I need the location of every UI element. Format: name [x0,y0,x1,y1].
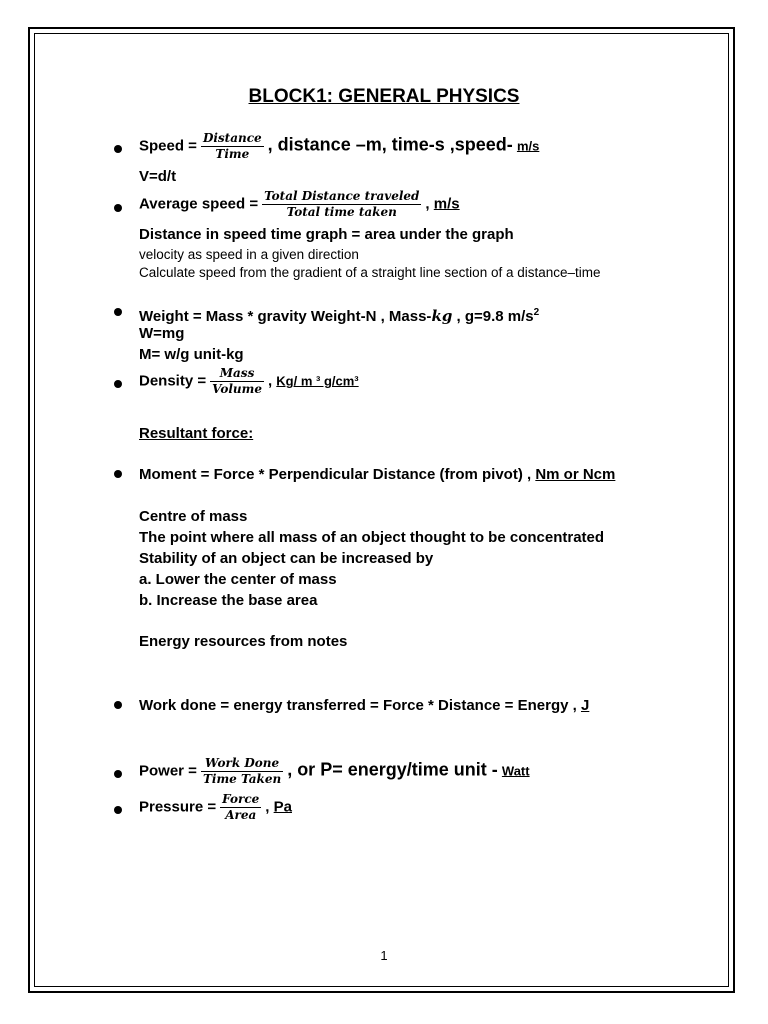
bullet-icon [114,308,122,316]
weight-text: Weight = Mass * gravity Weight-N , Mass- [139,308,432,325]
average-speed-unit: m/s [433,195,460,213]
power-label: Power = [139,762,197,780]
weight-kg: kg [431,307,453,325]
centre-of-mass-definition: The point where all mass of an object thought to be concentrated [139,529,605,546]
stability-item-a: a. Lower the center of mass [139,571,337,588]
density-fraction [210,366,264,397]
work-done-unit: J [580,697,590,714]
bullet-icon [114,701,122,709]
pressure-denominator: Area [225,808,257,822]
speed-unit: m/s [516,138,540,154]
average-speed-numerator: Total Distance traveled [264,189,420,203]
bullet-icon [114,145,122,153]
power-formula [139,756,530,787]
density-label: Density = [139,372,207,390]
speed-formula [139,131,539,162]
bullet-icon [114,470,122,478]
work-done-text: Work done = energy transferred = Force * Distance = Energy , [139,697,577,714]
gradient-note: Calculate speed from the gradient of a straight line section of a distance–time [139,265,601,280]
power-denominator: Time Taken [202,772,282,786]
average-speed-denominator: Total time taken [286,205,397,219]
density-numerator: Mass [210,366,264,382]
average-speed-formula [139,189,460,220]
power-rest: , or P= energy/time unit - [287,759,498,780]
bullet-icon [114,806,122,814]
page-title: BLOCK1: GENERAL PHYSICS [248,86,520,107]
moment-unit: Nm or Ncm [535,466,616,483]
speed-label: Speed = [139,137,197,155]
centre-of-mass-heading: Centre of mass [139,508,248,525]
density-denominator: Volume [212,382,262,396]
power-fraction [201,756,283,787]
weight-gravity: , g=9.8 m/s [452,308,534,325]
bullet-icon [114,380,122,388]
power-unit: Watt [501,763,530,779]
speed-fraction [201,131,264,162]
pressure-unit: Pa [273,798,292,816]
speed-equation: V=d/t [139,168,177,185]
energy-resources-note: Energy resources from notes [139,633,348,650]
density-formula [139,366,359,397]
weight-equation: W=mg [139,325,185,342]
pressure-fraction [220,792,261,823]
speed-units: , distance –m, time-s ,speed- [267,134,513,155]
bullet-icon [114,770,122,778]
stability-item-b: b. Increase the base area [139,592,318,609]
density-separator: , [267,372,273,390]
bullet-icon [114,204,122,212]
speed-denominator: Time [215,147,250,161]
speed-numerator: Distance [202,131,262,145]
weight-formula [139,304,539,326]
velocity-note: velocity as speed in a given direction [139,247,359,262]
average-speed-label: Average speed = [139,195,259,213]
resultant-force-heading: Resultant force: [139,425,254,442]
speed-time-graph-note: Distance in speed time graph = area under the graph [139,226,514,243]
weight-superscript: 2 [533,307,540,318]
page-number: 1 [380,948,388,963]
mass-equation: M= w/g unit-kg [139,346,244,363]
density-unit: Kg/ m ³ g/cm³ [276,373,359,389]
pressure-label: Pressure = [139,798,217,816]
moment-text: Moment = Force * Perpendicular Distance (from pivot) , [139,466,532,483]
pressure-formula [139,792,292,823]
power-numerator: Work Done [201,756,283,772]
moment-formula [139,466,615,484]
average-speed-separator: , [425,195,430,213]
pressure-numerator: Force [222,792,260,806]
average-speed-fraction [262,189,421,220]
work-done-formula [139,697,589,715]
stability-note: Stability of an object can be increased by [139,550,434,567]
pressure-separator: , [265,798,270,816]
